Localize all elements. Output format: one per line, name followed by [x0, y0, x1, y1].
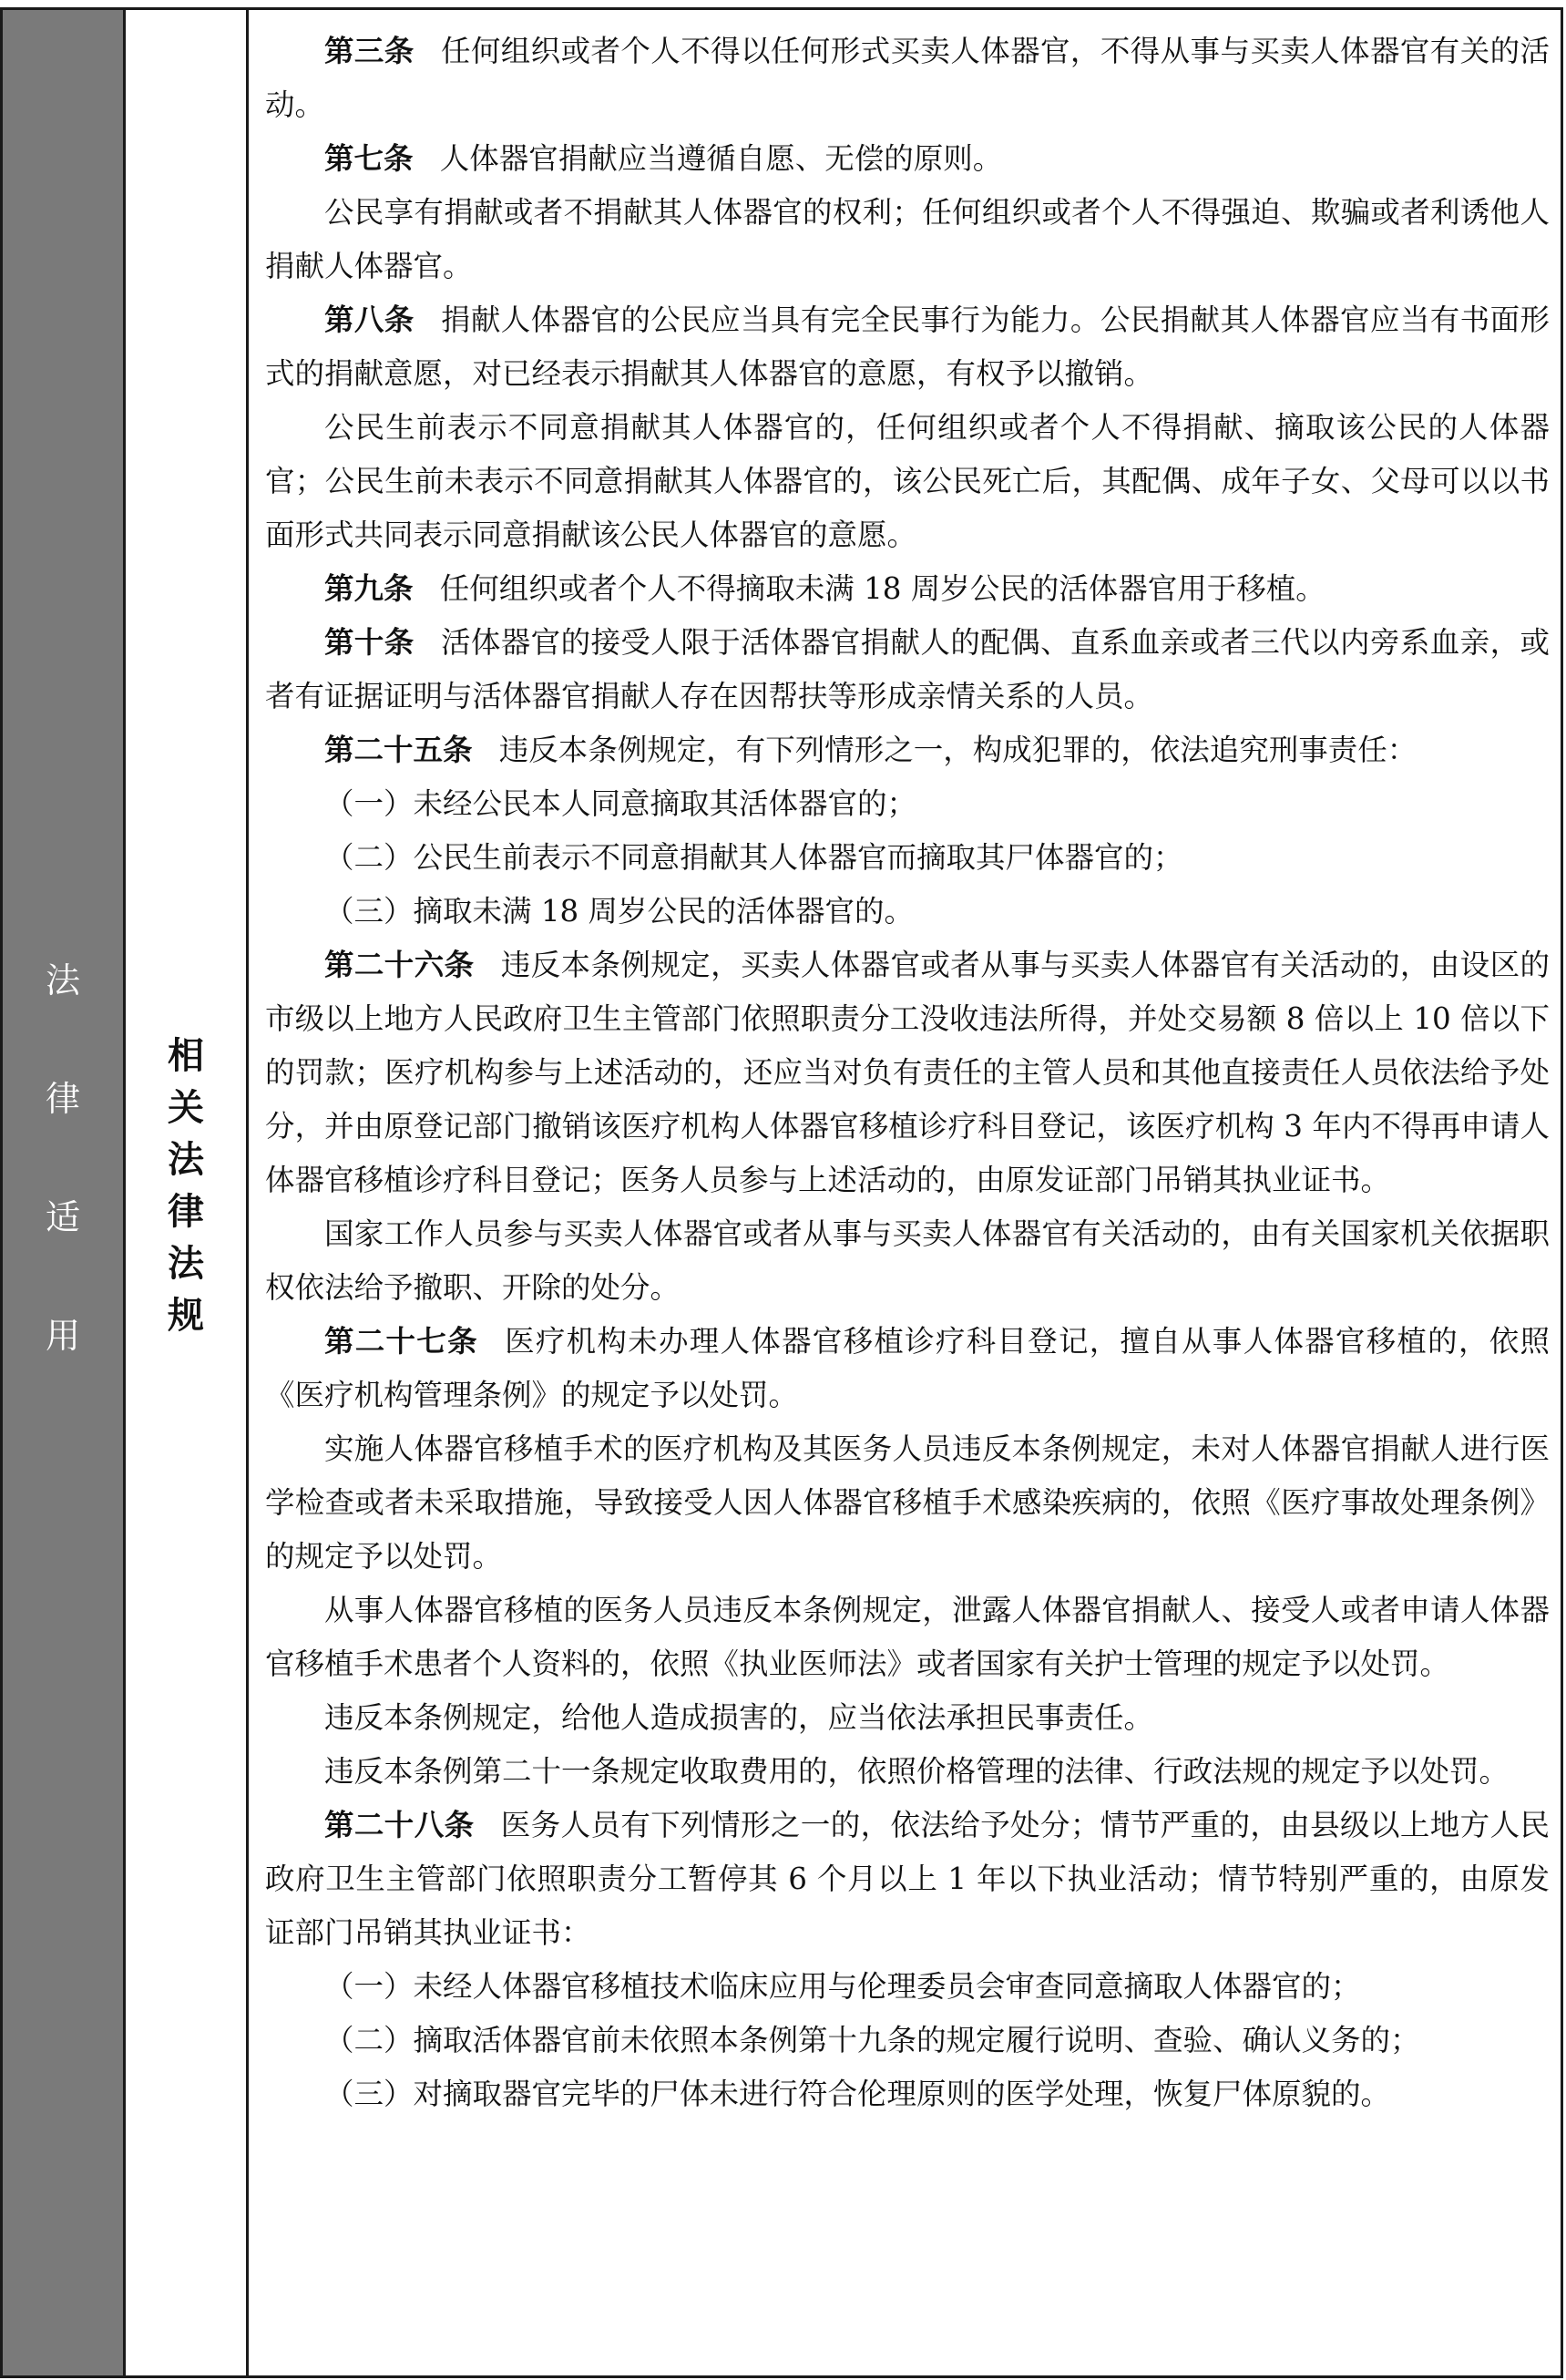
category-char: 适: [45, 1197, 80, 1237]
category-char: 用: [45, 1316, 80, 1356]
paragraph: [265, 1422, 1550, 1584]
paragraph: [265, 616, 1550, 723]
paragraph-text: 违反本条例规定，买卖人体器官或者从事与买卖人体器官有关活动的，由设区的市级以上地方人民政府卫生主管部门依照职责分工没收违法所得，并处交易额 8 倍以上 10 倍以下的罚款；医疗机构参与上述活动的，还应当对负有责任的主管人员和其他直接责任人员依法给予处分，并由原登记部门撤销该医疗机构人体器官移植诊疗科目登记，该医疗机构 3 年内不得再申请人体器官移植诊疗科目登记；医务人员参与上述活动的，由原发证部门吊销其执业证书。: [265, 948, 1550, 1197]
list-item: [265, 2067, 1550, 2121]
paragraph-text: 任何组织或者个人不得以任何形式买卖人体器官，不得从事与买卖人体器官有关的活动。: [265, 34, 1550, 122]
article-number: 第十条: [324, 625, 415, 660]
article-number: 第三条: [324, 34, 415, 68]
category-column: [3, 10, 126, 2375]
paragraph-text: 任何组织或者个人不得摘取未满 18 周岁公民的活体器官用于移植。: [439, 571, 1325, 606]
section-char: 律: [168, 1191, 204, 1233]
paragraph: [265, 1745, 1550, 1799]
category-char: 律: [45, 1079, 80, 1119]
paragraph: [265, 25, 1550, 132]
paragraph: [265, 723, 1550, 777]
paragraph-text: （一）未经公民本人同意摘取其活体器官的；: [324, 786, 917, 821]
paragraph-text: 违反本条例规定，有下列情形之一，构成犯罪的，依法追究刑事责任：: [498, 733, 1418, 767]
paragraph-text: 公民享有捐献或者不捐献其人体器官的权利；任何组织或者个人不得强迫、欺骗或者利诱他人捐献人体器官。: [265, 195, 1550, 283]
regulation-text: [249, 10, 1561, 2121]
list-item: [265, 1960, 1550, 2014]
paragraph-text: 公民生前表示不同意捐献其人体器官的，任何组织或者个人不得捐献、摘取该公民的人体器官；公民生前未表示不同意捐献其人体器官的，该公民死亡后，其配偶、成年子女、父母可以以书面形式共同表示同意捐献该公民人体器官的意愿。: [265, 410, 1550, 552]
paragraph-text: （二）摘取活体器官前未依照本条例第十九条的规定履行说明、查验、确认义务的；: [324, 2023, 1420, 2057]
paragraph-text: 国家工作人员参与买卖人体器官或者从事与买卖人体器官有关活动的，由有关国家机关依据职权依法给予撤职、开除的处分。: [265, 1216, 1550, 1305]
paragraph-text: 违反本条例规定，给他人造成损害的，应当依法承担民事责任。: [324, 1700, 1154, 1735]
paragraph: [265, 1207, 1550, 1315]
paragraph-text: （一）未经人体器官移植技术临床应用与伦理委员会审查同意摘取人体器官的；: [324, 1969, 1361, 2004]
list-item: [265, 885, 1550, 939]
category-label: [3, 921, 123, 1395]
category-char: 法: [45, 960, 80, 1000]
law-table: [0, 7, 1563, 2378]
paragraph-text: 活体器官的接受人限于活体器官捐献人的配偶、直系血亲或者三代以内旁系血亲，或者有证据证明与活体器官捐献人存在因帮扶等形成亲情关系的人员。: [265, 625, 1550, 713]
article-number: 第二十八条: [324, 1808, 475, 1842]
paragraph: [265, 939, 1550, 1207]
section-char: 法: [168, 1139, 204, 1181]
paragraph: [265, 401, 1550, 562]
paragraph-text: 人体器官捐献应当遵循自愿、无偿的原则。: [439, 141, 1003, 176]
section-char: 关: [168, 1087, 204, 1129]
list-item: [265, 777, 1550, 831]
paragraph: [265, 1691, 1550, 1745]
paragraph: [265, 562, 1550, 616]
paragraph: [265, 132, 1550, 186]
section-char: 规: [168, 1295, 204, 1337]
article-number: 第七条: [324, 141, 414, 176]
paragraph-text: （三）摘取未满 18 周岁公民的活体器官的。: [324, 894, 915, 928]
paragraph: [265, 1315, 1550, 1422]
list-item: [265, 2014, 1550, 2067]
paragraph-text: （二）公民生前表示不同意捐献其人体器官而摘取其尸体器官的；: [324, 840, 1183, 875]
paragraph-text: 从事人体器官移植的医务人员违反本条例规定，泄露人体器官捐献人、接受人或者申请人体器官移植手术患者个人资料的，依照《执业医师法》或者国家有关护士管理的规定予以处罚。: [265, 1593, 1550, 1681]
paragraph-text: 实施人体器官移植手术的医疗机构及其医务人员违反本条例规定，未对人体器官捐献人进行医学检查或者未采取措施，导致接受人因人体器官移植手术感染疾病的，依照《医疗事故处理条例》的规定予以处罚。: [265, 1431, 1550, 1574]
paragraph: [265, 293, 1550, 401]
paragraph-text: 捐献人体器官的公民应当具有完全民事行为能力。公民捐献其人体器官应当有书面形式的捐献意愿，对已经表示捐献其人体器官的意愿，有权予以撤销。: [265, 303, 1550, 391]
article-number: 第二十七条: [324, 1324, 478, 1359]
paragraph-text: （三）对摘取器官完毕的尸体未进行符合伦理原则的医学处理，恢复尸体原貌的。: [324, 2077, 1391, 2111]
paragraph: [265, 186, 1550, 293]
section-label: [126, 1031, 246, 1342]
article-number: 第八条: [324, 303, 415, 337]
article-number: 第二十六条: [324, 948, 475, 982]
article-number: 第二十五条: [324, 733, 473, 767]
paragraph-text: 违反本条例第二十一条规定收取费用的，依照价格管理的法律、行政法规的规定予以处罚。: [324, 1754, 1510, 1789]
paragraph: [265, 1799, 1550, 1960]
section-column: [126, 10, 249, 2375]
section-char: 相: [168, 1035, 204, 1077]
paragraph: [265, 1584, 1550, 1691]
paragraph-text: 医务人员有下列情形之一的，依法给予处分；情节严重的，由县级以上地方人民政府卫生主管部门依照职责分工暂停其 6 个月以上 1 年以下执业活动；情节特别严重的，由原发证部门吊销其执业证书：: [265, 1808, 1550, 1950]
section-char: 法: [168, 1243, 204, 1285]
list-item: [265, 831, 1550, 885]
article-number: 第九条: [324, 571, 414, 606]
paragraph-text: 医疗机构未办理人体器官移植诊疗科目登记，擅自从事人体器官移植的，依照《医疗机构管理条例》的规定予以处罚。: [265, 1324, 1550, 1412]
